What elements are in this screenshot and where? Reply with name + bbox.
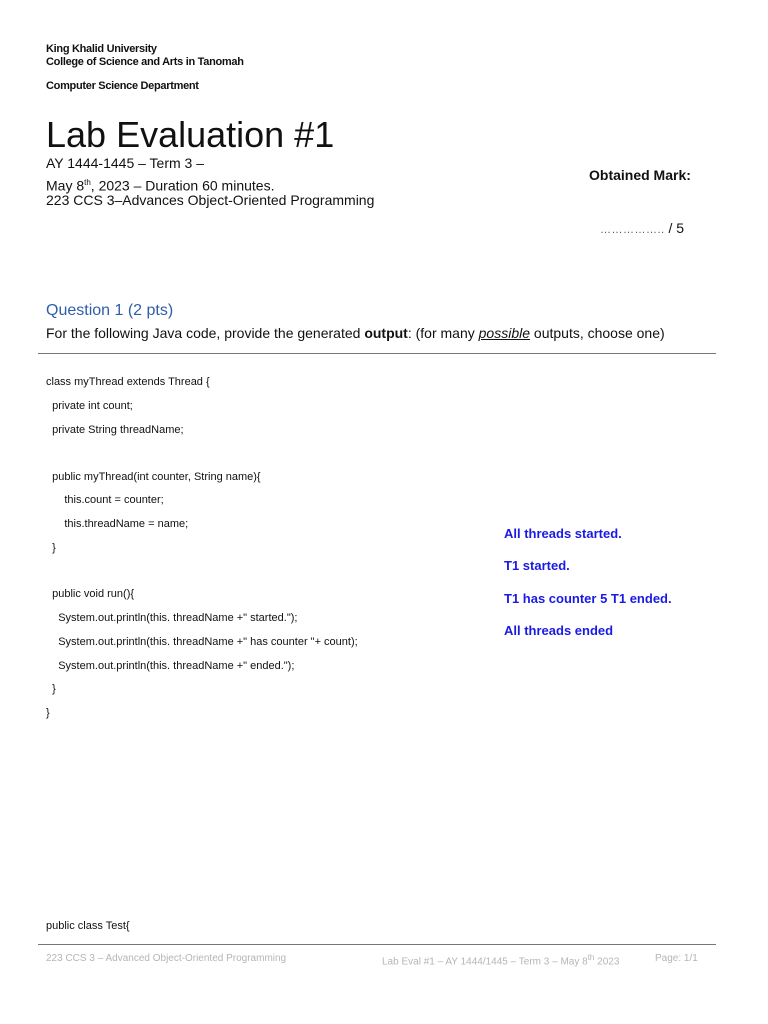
department-name: Computer Science Department bbox=[46, 80, 199, 92]
answer-line: T1 has counter 5 T1 ended. bbox=[504, 591, 672, 606]
answer-line: All threads ended bbox=[504, 623, 614, 638]
code-line: private int count; bbox=[46, 400, 133, 412]
question-text: For the following Java code, provide the generated output: (for many possible outputs, choose one) bbox=[46, 325, 665, 341]
answer-line: T1 started. bbox=[504, 558, 570, 573]
answer-line: All threads started. bbox=[504, 526, 622, 541]
code-line: System.out.println(this. threadName +" has counter "+ count); bbox=[46, 636, 358, 648]
footer-course: 223 CCS 3 – Advanced Object-Oriented Programming bbox=[46, 953, 287, 964]
university-name: King Khalid University bbox=[46, 43, 157, 55]
code-line: System.out.println(this. threadName +" ended."); bbox=[46, 660, 295, 672]
date-line: May 8th, 2023 – Duration 60 minutes. bbox=[46, 177, 275, 194]
code-line: public void run(){ bbox=[46, 588, 135, 600]
code-line: } bbox=[46, 707, 50, 719]
question-heading: Question 1 (2 pts) bbox=[46, 302, 174, 319]
term-line: AY 1444-1445 – Term 3 – bbox=[46, 155, 204, 171]
footer-divider bbox=[38, 944, 716, 945]
code-line: public class Test{ bbox=[46, 920, 130, 932]
mark-field: …………….. / 5 bbox=[600, 220, 685, 236]
page-title: Lab Evaluation #1 bbox=[46, 114, 335, 155]
code-line: System.out.println(this. threadName +" started."); bbox=[46, 612, 298, 624]
college-name: College of Science and Arts in Tanomah bbox=[46, 56, 244, 68]
footer-page-number: Page: 1/1 bbox=[655, 953, 698, 964]
divider bbox=[38, 353, 716, 354]
code-line: private String threadName; bbox=[46, 424, 184, 436]
code-line: } bbox=[46, 542, 56, 554]
code-line: this.count = counter; bbox=[46, 494, 164, 506]
course-line: 223 CCS 3–Advances Object-Oriented Programming bbox=[46, 192, 375, 208]
code-line: this.threadName = name; bbox=[46, 518, 189, 530]
obtained-mark-label: Obtained Mark: bbox=[589, 167, 691, 183]
code-line: } bbox=[46, 683, 56, 695]
code-line: public myThread(int counter, String name){ bbox=[46, 471, 261, 483]
code-line: class myThread extends Thread { bbox=[46, 376, 210, 388]
footer-exam-info: Lab Eval #1 – AY 1444/1445 – Term 3 – May 8th 2023 bbox=[382, 953, 620, 968]
